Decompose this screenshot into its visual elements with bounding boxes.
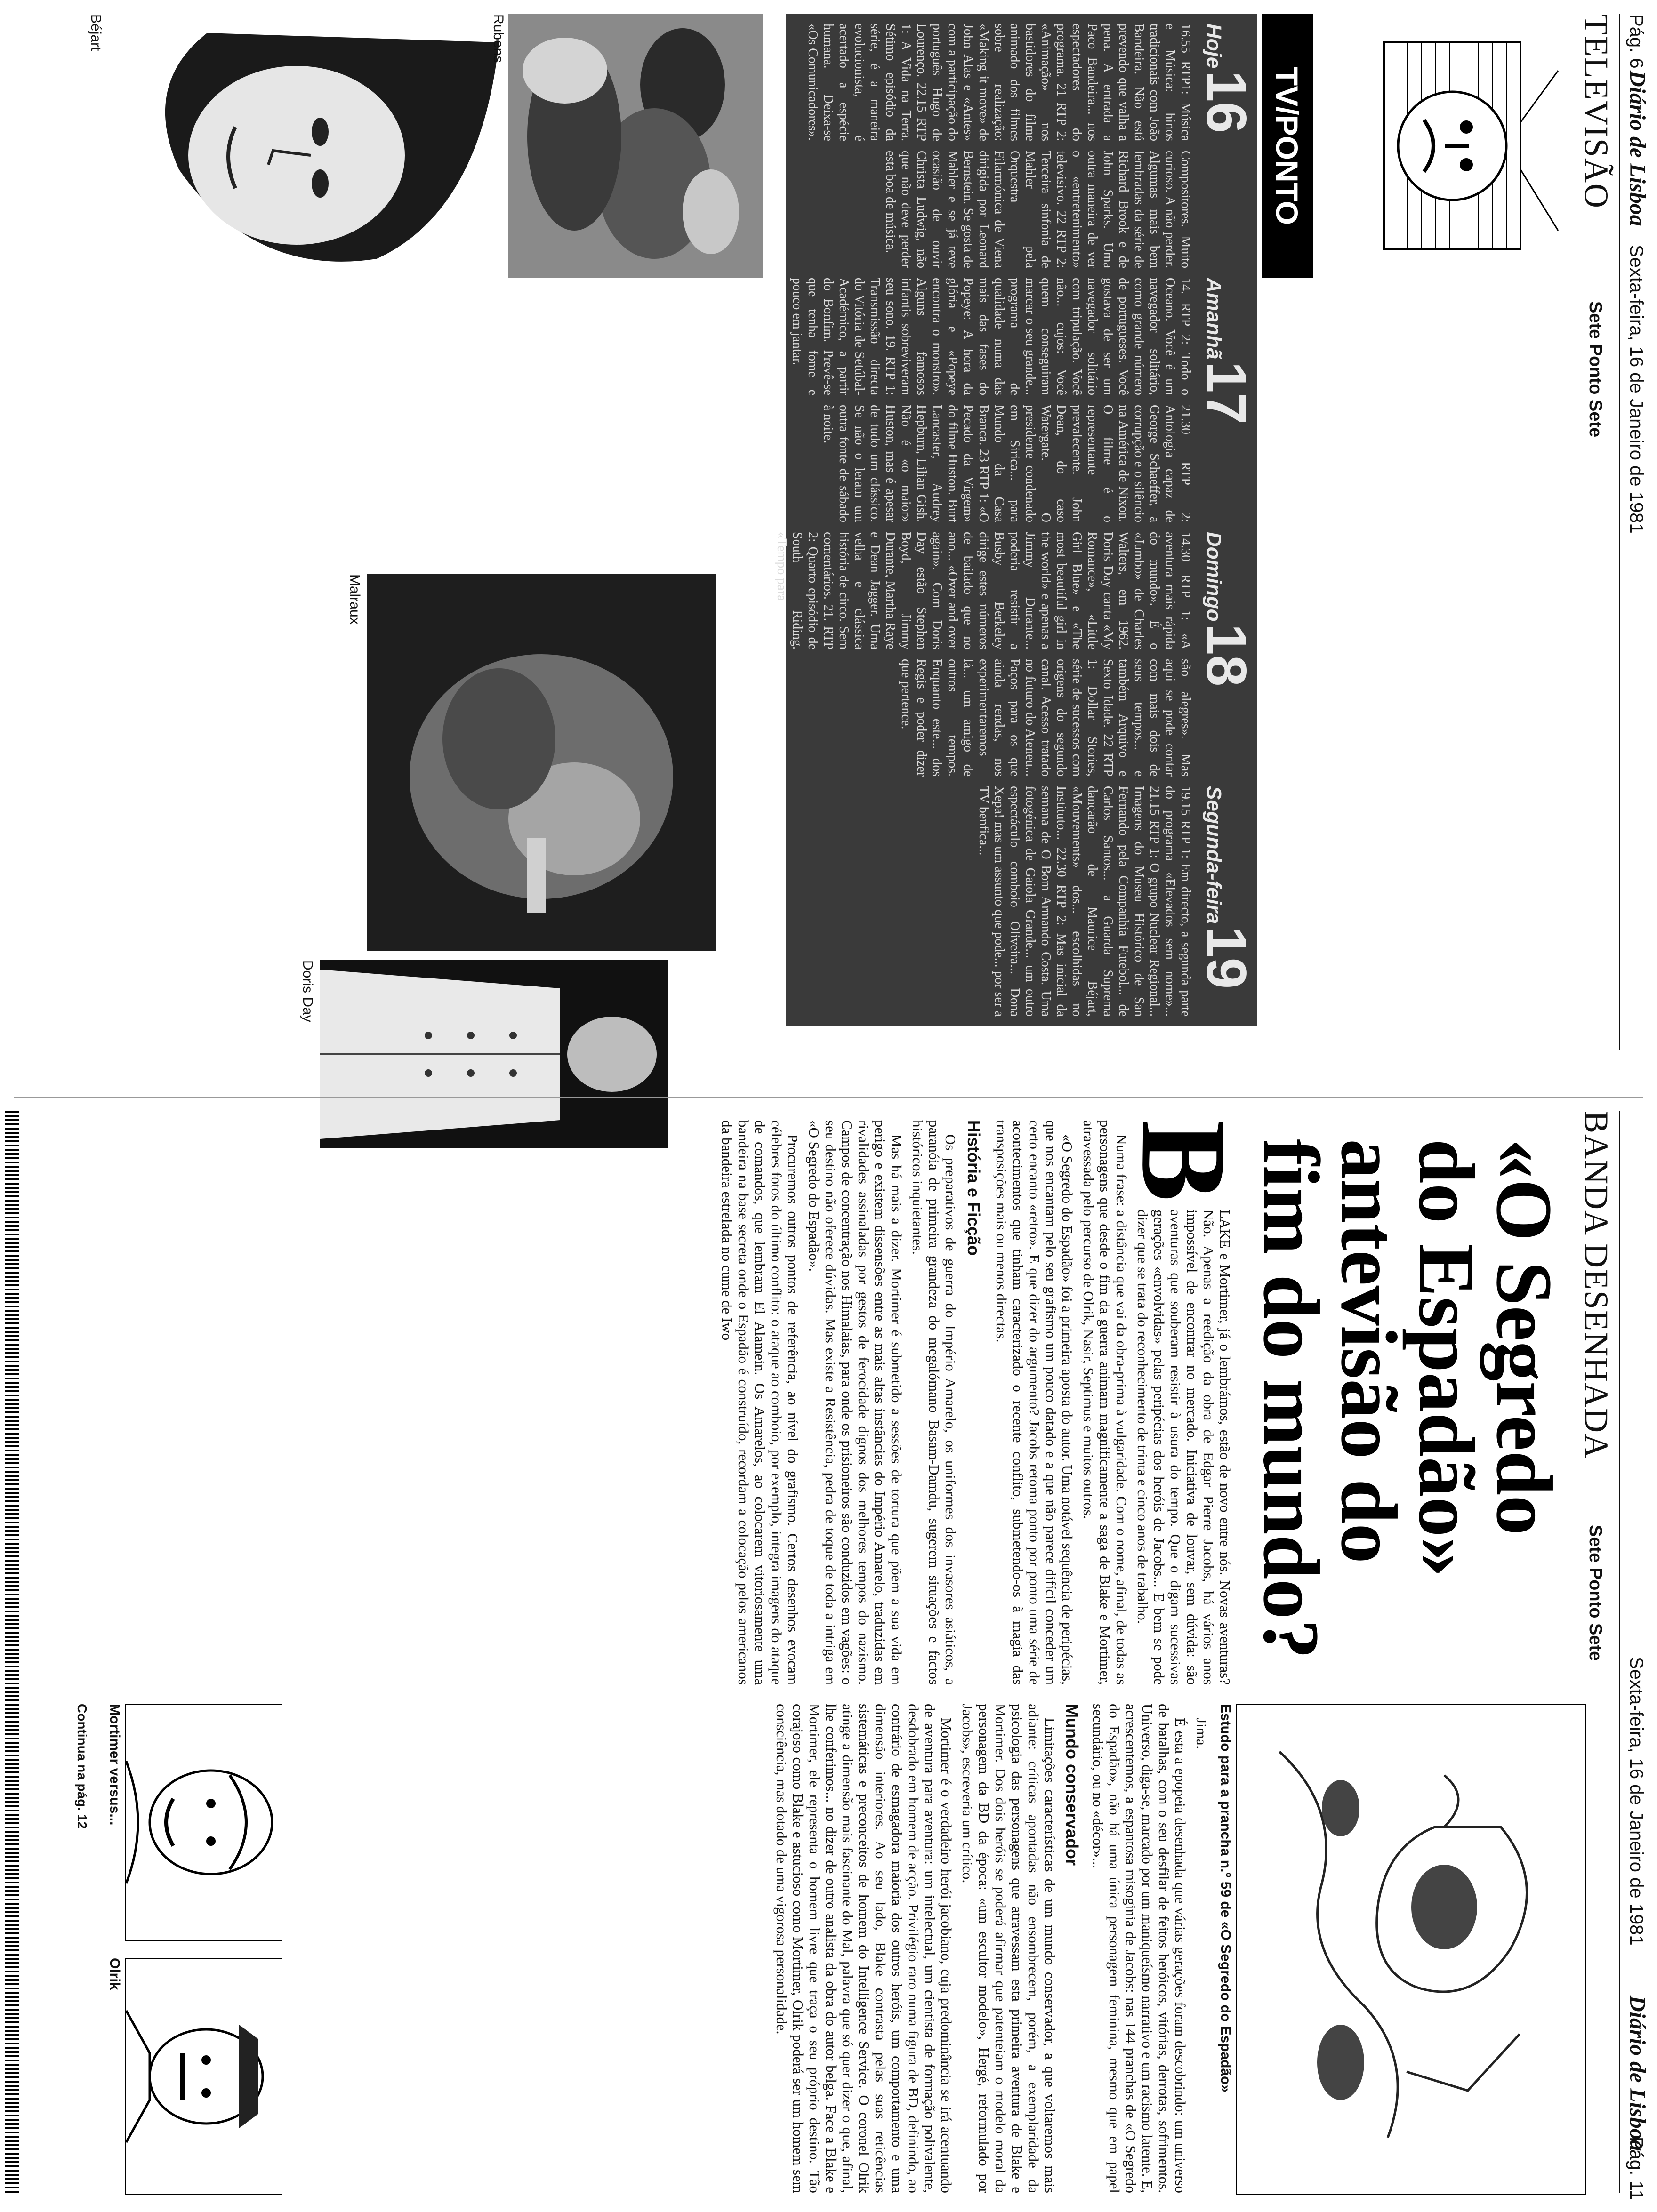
article-column-1 <box>28 1120 1233 1685</box>
tv-logo <box>1318 14 1563 278</box>
tv-set-icon <box>1318 14 1563 278</box>
day-number: 19 <box>1195 926 1258 989</box>
right-date: Sexta-feira, 16 de Janeiro de 1981 <box>1626 1657 1647 1946</box>
caption-bejart: Béjart <box>88 14 104 51</box>
right-section-title: BANDA DESENHADA <box>1577 1111 1615 1459</box>
article-paragraph: É esta a epopeia desenhada que várias gerações foram descobrindo: um universo de batalhas, com o seu desfilar de feitos heróicos, vitórias, derrotas, sofrimentos. Universo, diga-se, marcado por um maniqueísmo narrativo e um racismo latente. E, acrescentemos, a espantosa misoginia de Jacobs: nas 144 pranchas de «O Segredo do Espadão», não há uma única personagem feminina, mesmo que em papel secundário, ou no «décor»... <box>1090 1704 1189 2193</box>
day-header <box>1195 532 1258 687</box>
article-paragraph: Mas há mais a dizer. Mortimer é submetido a sessões de tortura que põem a sua vida em perigo e existem dissensões entre as mais altas instâncias do Império Amarelo, traduzidas em rivalidades assinaladas por gestos de ferocidade dignos dos melhores tempos do nazismo. Campos de concentração nos Himalaias, para onde os prisioneiros são conduzidos em vagões: o seu destino não oferece dúvidas. Mas existe a Resistência, pedra de toque de toda a intriga em «O Segredo do Espadão». <box>806 1120 905 1685</box>
left-page-number: Pág. 6 <box>1626 14 1647 69</box>
photo-malraux <box>367 574 716 951</box>
article-paragraph: Os preparativos de guerra do Império Amarelo, os uniformes dos invasores asiáticos, a paranóia de primeira grandeza do megalómano Basam-Damdu, sugerem situações e factos históricos inquietantes. <box>909 1120 959 1685</box>
schedule-text: são alegres». Mas aqui se pode contar com mais dois de seus tempos... e também Arquivo e Sexto Idade. 22 RTP 1: Dollar Stories, série de sucessos com origens do segundo canal. Acesso tratado no futuro do Ateneu... Paços para os que ainda rendas, nos experimentaremos lá... um amigo de outros tempos. Enquanto este... dos Regis e poder dizer que pertence. <box>899 659 1193 777</box>
photo-rubens <box>508 14 763 278</box>
caption-olrik: Olrik <box>107 1958 122 1990</box>
headline-line-2: do Espadão» <box>1402 1139 1491 1577</box>
left-date: Sexta-feira, 16 de Janeiro de 1981 <box>1626 245 1647 534</box>
tv-ponto-label: TV/PONTO <box>1270 66 1304 225</box>
left-section-title: TELEVISÃO <box>1577 14 1615 209</box>
article-paragraph: Numa frase: a distância que vai da obra-prima à vulgaridade. Com o nome, afinal, de todas as personagens que desde o fim da guerra animam magnificamente a saga de Blake e Mortimer, atravessada pelo percurso de Olrik, Nasir, Septimus e muitos outros. <box>1080 1120 1130 1685</box>
scan-edge-strip <box>5 1111 19 2193</box>
photo-bejart <box>122 14 499 278</box>
subhead-mundo-conservador: Mundo conservador <box>1062 1704 1082 1866</box>
right-supplement: Sete Ponto Sete <box>1585 1525 1605 1661</box>
schedule-text: Compositores. Muito curioso. A não perder. Algumas mais bem lembradas da série de Richard Brook e de John Sparks. Uma outra maneira de ver o «entretenimento» televisivo. 22 RTP 2: Terceira sinfonia de Mahler pela Orquestra Filarmónica de Viena dirigida por Leonard Bernstein. Se gosta de Mahler e se já teve ocasião de ouvir Christa Ludwig, não que não deve perder esta boa de música. <box>883 151 1193 268</box>
illustration-caption: Estudo para a prancha n.º 59 de «O Segredo do Espadão» <box>1218 1704 1233 2093</box>
headline-line-3: antevisão do <box>1325 1139 1413 1564</box>
subhead-historia: História e Ficção <box>964 1120 983 1256</box>
article-column-2 <box>292 1704 1210 2193</box>
day-number: 16 <box>1195 70 1258 134</box>
schedule-text: 16.55 RTP1: Música e Música: hinos tradicionais com João Bandeira. Não está prevendo que valha a pena. A entrada a Paco Bandeira... nos espectadores do programa. 21 RTP 2: «Animação» nos bastidores do filme animado dos filmes sobre realização: «Making it move» de John Alas e «Antes» com a participação do português Hugo de Lourenço. 22.15 RTP 1: A Vida na Terra. Sétimo episódio da série, é a maneira evolucionista, é acertado a espécie humana. Deixa-se «Os Comunicadores». <box>805 24 1193 141</box>
schedule-text: 19.15 RTP 1: Em directo, a segunda parte do programa «Elevados sem nome»... 21.15 RTP 1: O grupo Nuclear Regional... Imagens do Museu Histórico de San Fernando pela Companhia Futebol... de Carlos Santos... a Guarda Suprema dançarão de Maurice Béjart, «Mouvements» dos... escolhidas no Instituto... 22.30 RTP 2: Mas inicial da semana de O Bom Armando Costa. Uma fotogénica de Gaiola Grande... um outro espectáculo comboio Oliveira... Dona Xepa! mas um assunto que pode... por ser a TV benfica... <box>976 786 1193 1017</box>
page-gutter <box>14 1097 1643 1098</box>
article-paragraph: Procuremos outros pontos de referência, ao nível do grafismo. Certos desenhos evocam célebres fotos do último conflito: o ataque ao comboio, por exemplo, integra imagens do ataque de comandos, que lembram El Alamein. Os Amarelos, ao colocarem vitoriosamente uma bandeira na base secreta onde o Espadão é construído, recordam a colocação pelos americanos da bandeira estrelada no cume de Iwo <box>719 1120 801 1685</box>
tv-schedule-block <box>774 14 1258 1026</box>
lead-paragraph: LAKE e Mortimer, já o lembrámos, estão de novo entre nós. Novas aventuras? Não. Apenas a reedição da obra de Edgar Pierre Jacobs, há vários anos impossível de encontrar no mercado. Iniciativa de louvar, sem dúvida: são aventuras que souberam resistir à usura do tempo. Que o digam sucessivas gerações «envolvidas» pelas peripécias dos heróis de Jacobs... E bem se pode dizer que se trata do reconhecimento de trinta e cinco anos de trabalho. <box>1134 1210 1233 1685</box>
day-name: Segunda-feira <box>1202 786 1225 924</box>
day-name: Amanhã <box>1202 278 1225 360</box>
caption-malraux: Malraux <box>347 574 362 625</box>
day-header <box>1195 786 1258 989</box>
left-masthead: Diário de Lisboa <box>1625 71 1650 226</box>
portrait-olrik <box>125 1958 282 2195</box>
day-name: Hoje <box>1202 24 1225 69</box>
caption-doris-day: Doris Day <box>300 960 315 1022</box>
right-masthead: Diário de Lisboa <box>1625 1996 1650 2151</box>
day-header <box>1195 278 1258 425</box>
caption-mortimer-versus: Mortimer versus... <box>107 1704 122 1826</box>
dropcap: B <box>1116 1120 1252 1202</box>
schedule-text: 14.30 RTP 1: «A aventura mais rápida do mundo». É o «Jumbo» de Charles Walters, em 1962. Doris Day canta «My Romance», «Little Girl Blue» e «The most beautiful girl in the world» e apenas a Jimmy Durante... poderia resistir a Busby Berkeley dirige estes números de bailado que no ano... «Over and over again». Com Doris Day estão Stephen Boyd, Jimmy Durante, Martha Raye e Dean Jagger. Uma velha e clássica história de circo. Sem comentários. 21. RTP 2: Quarto episódio de South Riding. «Tempo para <box>774 532 1193 649</box>
article-paragraph: Limitações características de um mundo conservador, a que voltaremos mais adiante: críticas apontadas não ensombrecem, porém, a exemplaridade da psicologia das personagens que atravessam esta primeira aventura de Blake e Mortimer. Dos dois heróis se poderá afirmar que patenteiam o modelo moral da personagem da BD da época: «um escultor modelo», Hergé, reformulado por Jacobs», escreveria um crítico. <box>959 1704 1058 2193</box>
article-paragraph: Jima. <box>1193 1718 1210 1749</box>
day-header <box>1195 24 1258 134</box>
comic-illustration <box>1236 1704 1586 2195</box>
day-number: 17 <box>1195 361 1258 425</box>
left-top-rule <box>1619 14 1620 1050</box>
schedule-text: 14. RTP 2: Todo o Oceano. Você é um navegador solitário, como grande número de portugueses. Você gostava de ser um navegador solitário com tripulação. Você não... cujos: Você quem conseguiram marcar o seu grande... programa de qualidade numa das mais das fases do Popeye: A hora da glória e «Popeye encontra o monstro». Alguns famosos infantis sobreviveram seu sono. 19. RTP 1: Transmissão directa do Vitória de Setúbal-Académico, a partir do Bonfim. Prevê-se que tenha fome e pouco em jantar. <box>790 278 1193 395</box>
day-name: Domingo <box>1202 532 1225 622</box>
caption-rubens: Rubens <box>491 14 506 63</box>
article-paragraph: «O Segredo do Espadão» foi a primeira aposta do autor. Uma notável sequência de peripécias, que nos encantam pelo seu grafismo um pouco datado e a que não parece difícil conceder um certo encanto «retro». E que dizer do argumento? Jacobs retoma ponto por ponto uma série de acontecimentos que tinham caracterizado o recente conflito, submetendo-os à magia das transposições mais ou menos directas. <box>993 1120 1076 1685</box>
article-paragraph: Mortimer é o verdadeiro herói jacobiano, cuja predominância se irá acentuando de aventura para aventura: um intelectual, um cientista de formação polivalente, desdobrado em homem de acção. Privilégio raro numa figura de BD, definindo, ao contrário de esmagadora maioria dos outros heróis, um comportamento e uma dimensão interiores. Ao seu lado, Blake contrasta pelas suas reticências sistemáticas e preconceitos de homem do Intelligence Service. O coronel Olrik atinge a dimensão mais fascinante do Mal, palavra que só quer dizer o que, afinal, lhe conferimos... no dizer de outro analista da obra do autor belga. Face a Blake e Mortimer, ele representa o homem livre que traça o seu próprio destino. Tão corajoso como Blake e astucioso como Mortimer, Olrik poderá ser um homem sem consciência, mas dotado de uma vigorosa personalidade. <box>773 1704 955 2193</box>
left-supplement: Sete Ponto Sete <box>1585 301 1605 438</box>
right-page-number: Pág. 11 <box>1626 2137 1647 2200</box>
right-top-rule <box>1619 1111 1620 2193</box>
headline-line-1: «O Segredo <box>1480 1139 1569 1536</box>
schedule-text: 21.30 RTP 2: Antologia capaz de George Schaeffer, a corrupção e o silêncio na América de Nixon. O filme é o representante prevalecente. John Dean, do caso Watergate. O presidente condenado em Sirica... para Mundo da Casa Branca. 23 RTP 1: «O Pecado da Virgem» do filme Huston. Burt Lancaster, Audrey Hepburn, Lilian Gish. Não é «o maior» Huston, mas é apesar de tudo um clássico. Se não o leram um outra fonte de sábado à noite. <box>821 405 1193 522</box>
day-number: 18 <box>1195 624 1258 687</box>
portrait-mortimer <box>125 1704 282 1941</box>
continua-note: Continua na pág. 12 <box>75 1704 89 1829</box>
headline-line-4: fim do mundo? <box>1247 1139 1335 1659</box>
